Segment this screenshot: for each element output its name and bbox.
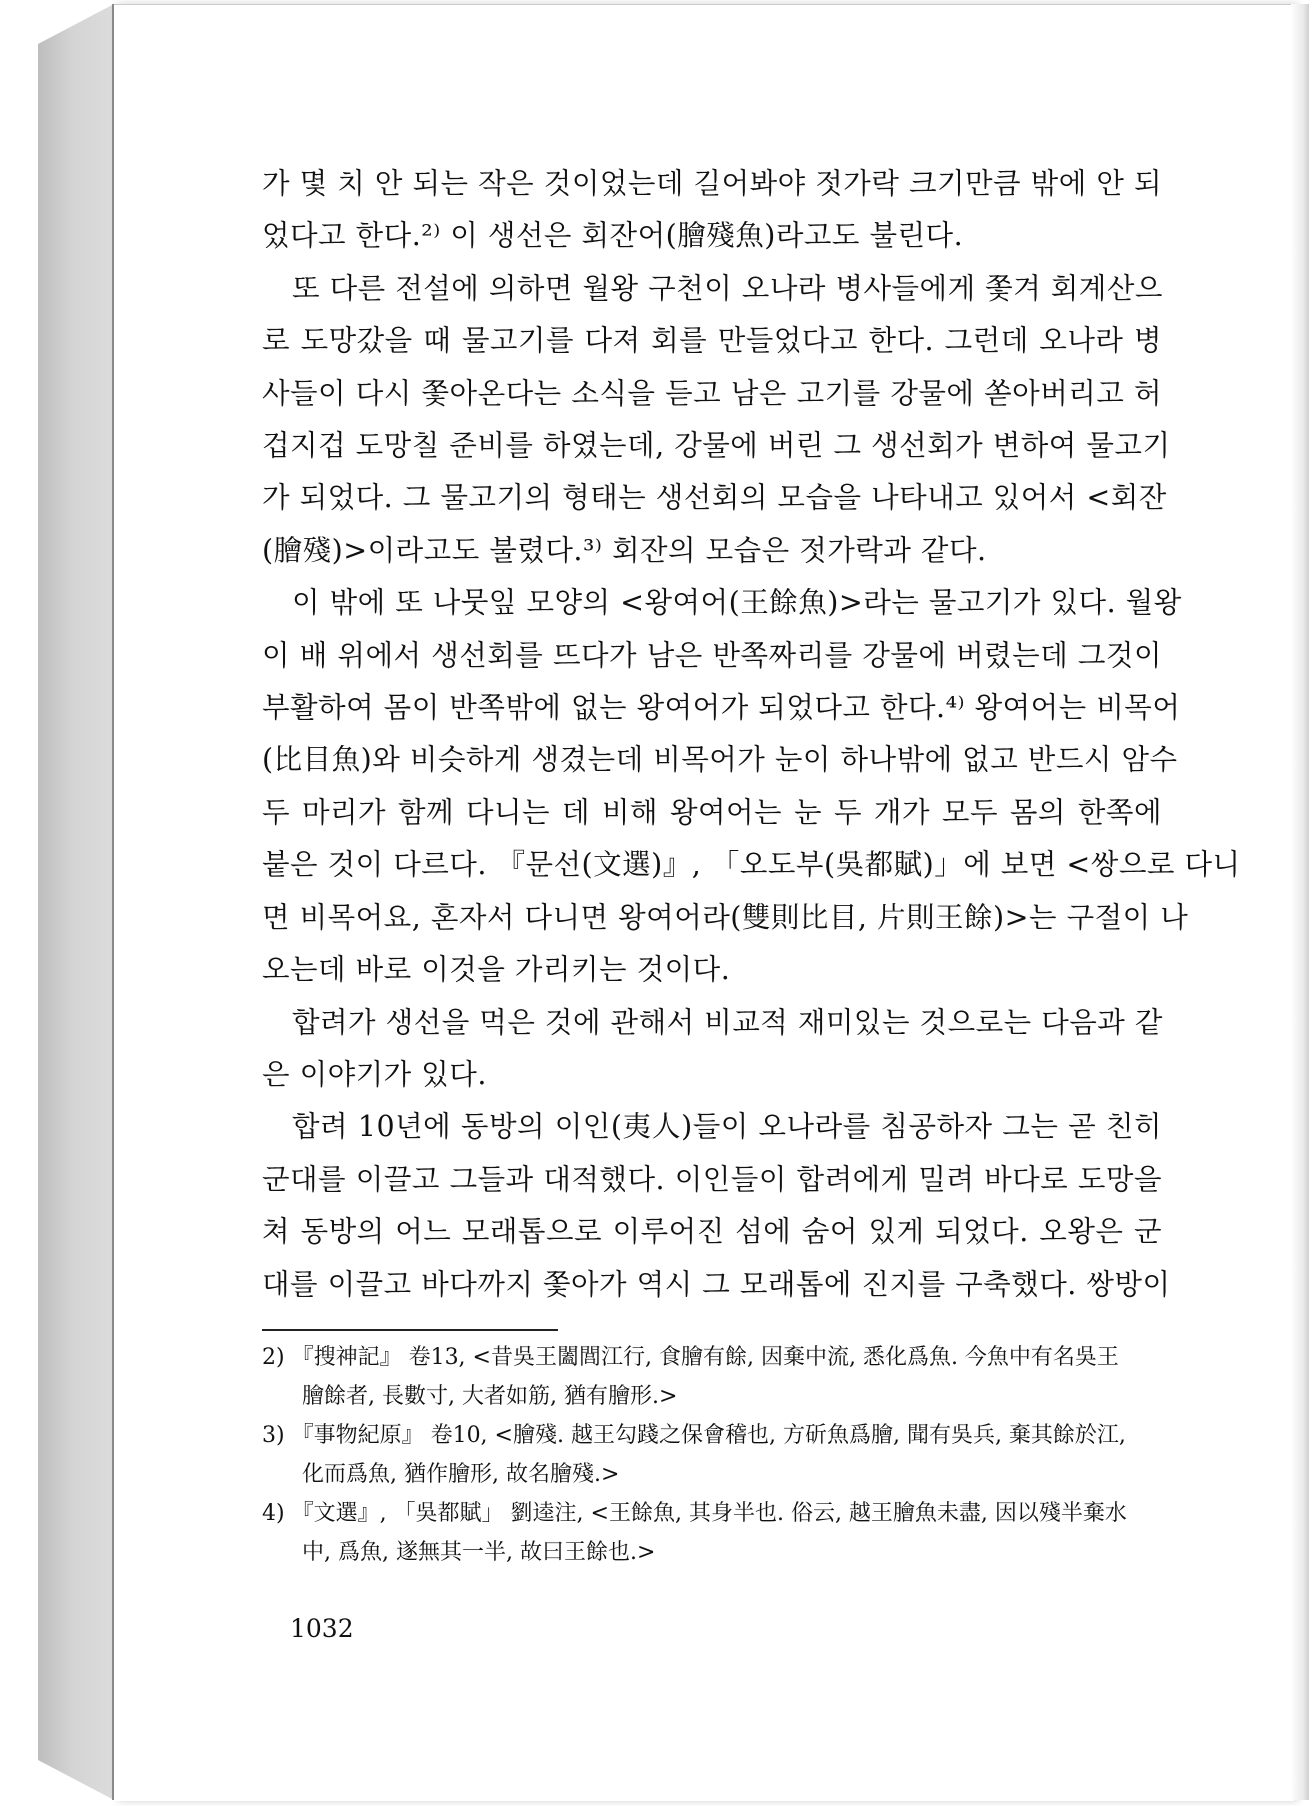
page-stack-edge [1291,4,1309,1800]
text-line: 대를 이끌고 바다까지 쫓아가 역시 그 모래톱에 진지를 구축했다. 쌍방이 [262,1267,1171,1301]
text-line: 쳐 동방의 어느 모래톱으로 이루어진 섬에 숨어 있게 되었다. 오왕은 군 [262,1215,1162,1249]
text-line: 붙은 것이 다르다. 『문선(文選)』, 「오도부(吳都賦)」에 보면 <쌍으로 다니 [262,848,1241,882]
page-number: 1032 [290,1614,354,1643]
footnote [262,1338,1167,1416]
footnote-line: 2) 『搜神記』 卷13, <昔吳王闔閭江行, 食膾有餘, 因棄中流, 悉化爲魚. 今魚中有名吳王 [262,1345,1119,1370]
footnote [262,1416,1167,1494]
page-edge-line [112,4,114,1800]
footnote-line: 膾餘者, 長數寸, 大者如筋, 猶有膾形.> [302,1384,678,1409]
book-spine-shading [38,4,114,1800]
footnotes [262,1338,1167,1572]
text-line: 가 몇 치 안 되는 작은 것이었는데 길어봐야 젓가락 크기만큼 밖에 안 되 [262,167,1162,200]
text-line: 겁지겁 도망칠 준비를 하였는데, 강물에 버린 그 생선회가 변하여 물고기 [262,429,1171,463]
text-line: 군대를 이끌고 그들과 대적했다. 이인들이 합려에게 밀려 바다로 도망을 [262,1162,1162,1196]
text-line: 가 되었다. 그 물고기의 형태는 생선회의 모습을 나타내고 있어서 <회잔 [262,481,1167,515]
text-line: 었다고 한다.²⁾ 이 생선은 회잔어(膾殘魚)라고도 불린다. [262,219,964,253]
text-line: 이 밖에 또 나뭇잎 모양의 <왕여어(王餘魚)>라는 물고기가 있다. 월왕 [292,586,1182,620]
text-line: 두 마리가 함께 다니는 데 비해 왕여어는 눈 두 개가 모두 몸의 한쪽에 [262,795,1162,829]
footnote-line: 中, 爲魚, 遂無其一半, 故曰王餘也.> [302,1540,656,1565]
text-line: 오는데 바로 이것을 가리키는 것이다. [262,953,731,987]
paragraph [262,997,1162,1102]
paragraph [262,158,1162,263]
paragraph [262,577,1241,996]
footnote-line: 4) 『文選』, 「吳都賦」 劉逵注, <王餘魚, 其身半也. 俗云, 越王膾魚未盡, 因以殘半棄水 [262,1501,1127,1526]
text-line: 합려가 생선을 먹은 것에 관해서 비교적 재미있는 것으로는 다음과 같 [292,1005,1163,1039]
paragraph [262,263,1171,577]
footnote [262,1494,1167,1572]
body-text [262,158,1241,1311]
text-line: 사들이 다시 쫓아온다는 소식을 듣고 남은 고기를 강물에 쏟아버리고 허 [262,376,1162,410]
text-line: 부활하여 몸이 반쪽밖에 없는 왕여어가 되었다고 한다.⁴⁾ 왕여어는 비목어 [262,691,1181,725]
footnote-line: 化而爲魚, 猶作膾形, 故名膾殘.> [302,1462,620,1487]
text-line: 면 비목어요, 혼자서 다니면 왕여어라(雙則比目, 片則王餘)>는 구절이 나 [262,900,1189,934]
text-line: 로 도망갔을 때 물고기를 다져 회를 만들었다고 한다. 그런데 오나라 병 [262,324,1162,358]
text-line: 은 이야기가 있다. [262,1057,487,1091]
text-line: 합려 10년에 동방의 이인(夷人)들이 오나라를 침공하자 그는 곧 친히 [292,1110,1162,1144]
footnote-line: 3) 『事物紀原』 卷10, <膾殘. 越王勾踐之保會稽也, 方斫魚爲膾, 聞有吳兵, 棄其餘於江, [262,1423,1126,1448]
footnote-divider [262,1329,558,1331]
text-line: (膾殘)>이라고도 불렸다.³⁾ 회잔의 모습은 젓가락과 같다. [262,533,987,567]
text-line: 또 다른 전설에 의하면 월왕 구천이 오나라 병사들에게 쫓겨 회계산으 [292,271,1163,305]
text-line: 이 배 위에서 생선회를 뜨다가 남은 반쪽짜리를 강물에 버렸는데 그것이 [262,638,1162,672]
text-line: (比目魚)와 비슷하게 생겼는데 비목어가 눈이 하나밖에 없고 반드시 암수 [262,743,1178,777]
paragraph [262,1101,1171,1311]
